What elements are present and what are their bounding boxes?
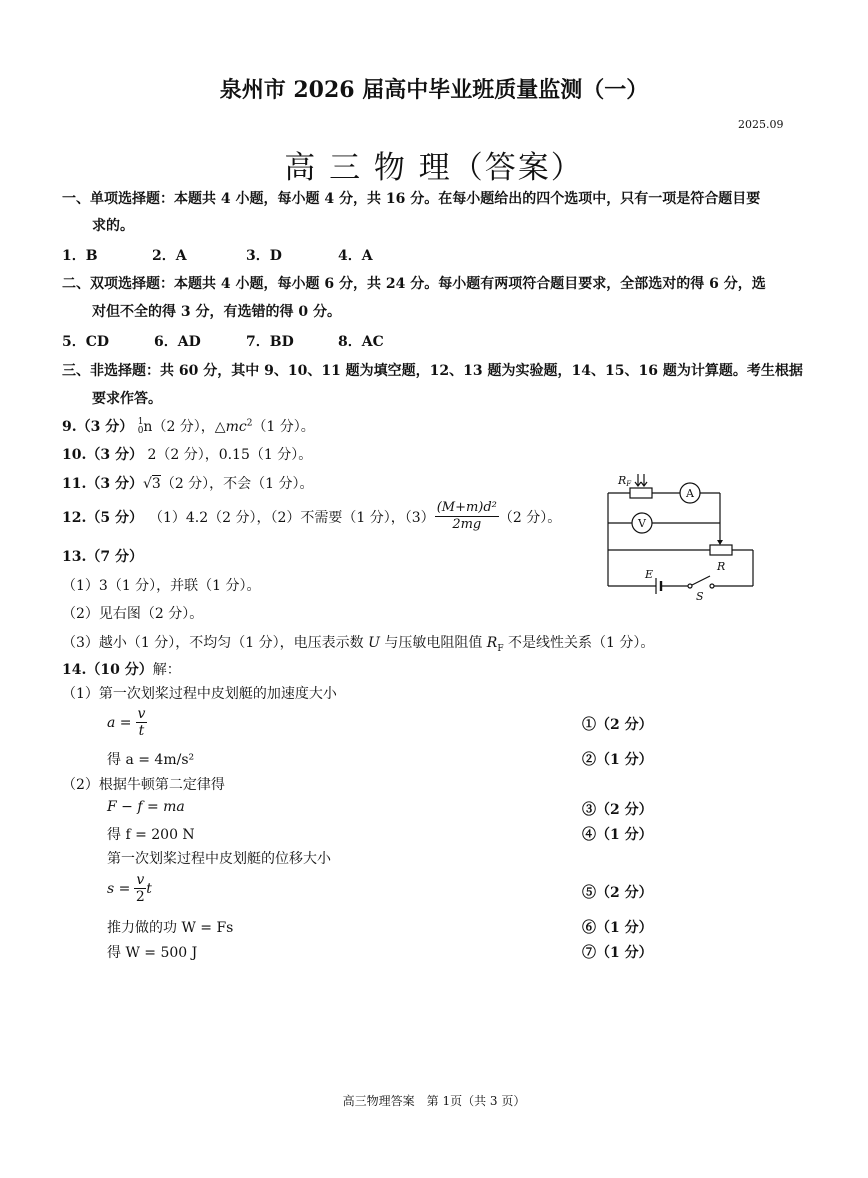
q13-line3-part3: 不是线性关系（1 分）。 <box>503 635 655 651</box>
q9-mc: mc <box>225 419 247 435</box>
answer-q6: 6．AD <box>154 334 201 350</box>
q12-fraction <box>435 500 499 533</box>
neutron-charge-number: 0 <box>137 426 144 436</box>
rheostat-r <box>710 545 732 555</box>
q14-eq3-score: ③（2 分） <box>582 802 653 818</box>
q12-fraction-numerator: (M+m)d² <box>436 500 497 515</box>
answer-q4: 4．A <box>338 248 373 264</box>
document-subtitle: 高 三 物 理（答案） <box>284 150 584 186</box>
voltmeter-label: V <box>638 517 646 530</box>
q14-label-tail: 解： <box>152 662 181 678</box>
q14-eq4: 得 f = 200 N <box>107 827 195 843</box>
q14-eq2-score: ②（1 分） <box>582 752 653 768</box>
q13-line3-part1: （3）越小（1 分），不均匀（1 分），电压表示数 <box>62 635 369 651</box>
q9-part1: （2 分），△ <box>152 419 226 435</box>
section1-heading-line2: 求的。 <box>92 218 134 234</box>
q13-line1: （1）3（1 分），并联（1 分）。 <box>62 578 261 594</box>
answer-q5: 5．CD <box>62 334 110 350</box>
circuit-diagram <box>600 466 760 606</box>
q14-eq1-lhs: a = <box>107 714 132 731</box>
q13-resistance-symbol: R <box>486 635 498 651</box>
q14-eq5-lhs: s = <box>107 880 131 897</box>
q14-eq1-numerator: v <box>137 706 146 722</box>
q9-part2: （1 分）。 <box>252 419 315 435</box>
rf-label: RF <box>618 474 632 488</box>
q12-fraction-denominator: 2mg <box>452 517 482 532</box>
q13-voltage-symbol: U <box>368 635 380 651</box>
pressure-resistor-rf <box>630 488 652 498</box>
q13-line3-part2: 与压敏电阻阻值 <box>379 635 487 651</box>
q14-eq4-score: ④（1 分） <box>582 827 653 843</box>
switch-label: S <box>696 590 704 603</box>
q13-line2: （2）见右图（2 分）。 <box>62 606 204 622</box>
q14-heading <box>62 659 181 679</box>
q14-part3-text: 第一次划桨过程中皮划艇的位移大小 <box>107 851 331 867</box>
neutron-mass-number: 1 <box>137 417 144 427</box>
answer-q8: 8．AC <box>338 334 384 350</box>
q14-eq2: 得 a = 4m/s² <box>107 752 195 768</box>
q9-label: 9.（3 分） <box>62 419 134 435</box>
q13-label: 13.（7 分） <box>62 549 143 565</box>
q14-eq6-score: ⑥（1 分） <box>582 920 653 936</box>
q14-eq6: 推力做的功 W = Fs <box>107 920 234 936</box>
q14-eq1-score: ①（2 分） <box>582 717 653 733</box>
q14-eq5-tail: t <box>146 880 152 897</box>
q10-label: 10.（3 分） <box>62 447 143 463</box>
sqrt-radicand: 3 <box>151 476 161 492</box>
page-footer: 高三物理答案 第 1页（共 3 页） <box>342 1094 526 1108</box>
q14-eq5-fraction <box>134 872 146 905</box>
battery-label: E <box>645 568 654 581</box>
q13-resistance-subscript: F <box>497 643 504 654</box>
q14-eq1 <box>107 706 147 739</box>
ammeter-label: A <box>686 487 694 500</box>
q14-eq3: F − f = ma <box>107 799 185 815</box>
answer-q3: 3．D <box>246 248 282 264</box>
answer-q7: 7．BD <box>246 334 294 350</box>
q14-eq5-numerator: v <box>136 872 145 888</box>
q10-text: 2（2 分），0.15（1 分）。 <box>147 447 313 463</box>
sqrt-symbol: √ <box>142 476 152 492</box>
q14-eq5-denominator: 2 <box>135 889 145 905</box>
q14-eq1-denominator: t <box>138 723 145 739</box>
section3-heading-line1: 三、非选择题：共 60 分，其中 9、10、11 题为填空题，12、13 题为实验题，14、15、16 题为计算题。考生根据 <box>62 363 803 379</box>
q14-eq1-fraction <box>136 706 148 739</box>
q10-answer <box>62 444 312 464</box>
switch-contact <box>688 584 692 588</box>
q12-text1: （1）4.2（2 分），（2）不需要（1 分），（3） <box>148 509 435 526</box>
q12-label: 12.（5 分） <box>62 509 143 526</box>
q11-answer <box>62 473 314 493</box>
q14-eq5-score: ⑤（2 分） <box>582 885 653 901</box>
exam-date: 2025.09 <box>738 118 784 131</box>
q14-part2-text: （2）根据牛顿第二定律得 <box>62 777 225 793</box>
q14-label: 14.（10 分） <box>62 662 153 678</box>
document-title: 泉州市 2026 届高中毕业班质量监测（一） <box>219 77 649 103</box>
rheostat-label: R <box>717 560 726 573</box>
neutron-symbol: n <box>143 419 153 435</box>
q9-answer <box>62 416 315 436</box>
q11-label: 11.（3 分） <box>62 476 143 492</box>
section1-heading-line1: 一、单项选择题：本题共 4 小题，每小题 4 分，共 16 分。在每小题给出的四个选项中，只有一项是符合题目要 <box>62 191 761 207</box>
q14-eq5 <box>107 872 152 905</box>
q14-part1-text: （1）第一次划桨过程中皮划艇的加速度大小 <box>62 686 337 702</box>
q12-text2: （2 分）。 <box>498 509 562 526</box>
answer-q1: 1．B <box>62 248 98 264</box>
q14-eq7-score: ⑦（1 分） <box>582 945 653 961</box>
answer-q2: 2．A <box>152 248 187 264</box>
q14-eq7: 得 W = 500 J <box>107 945 198 961</box>
q13-line3 <box>62 632 654 654</box>
section3-heading-line2: 要求作答。 <box>92 391 162 407</box>
q12-answer <box>62 500 561 533</box>
q9-exponent: 2 <box>246 418 253 429</box>
switch-lever <box>692 576 710 585</box>
q11-text: （2 分），不会（1 分）。 <box>160 476 314 492</box>
section2-heading-line1: 二、双项选择题：本题共 4 小题，每小题 6 分，共 24 分。每小题有两项符合题目要求，全部选对的得 6 分，选 <box>62 276 766 292</box>
section2-heading-line2: 对但不全的得 3 分，有选错的得 0 分。 <box>92 304 341 320</box>
